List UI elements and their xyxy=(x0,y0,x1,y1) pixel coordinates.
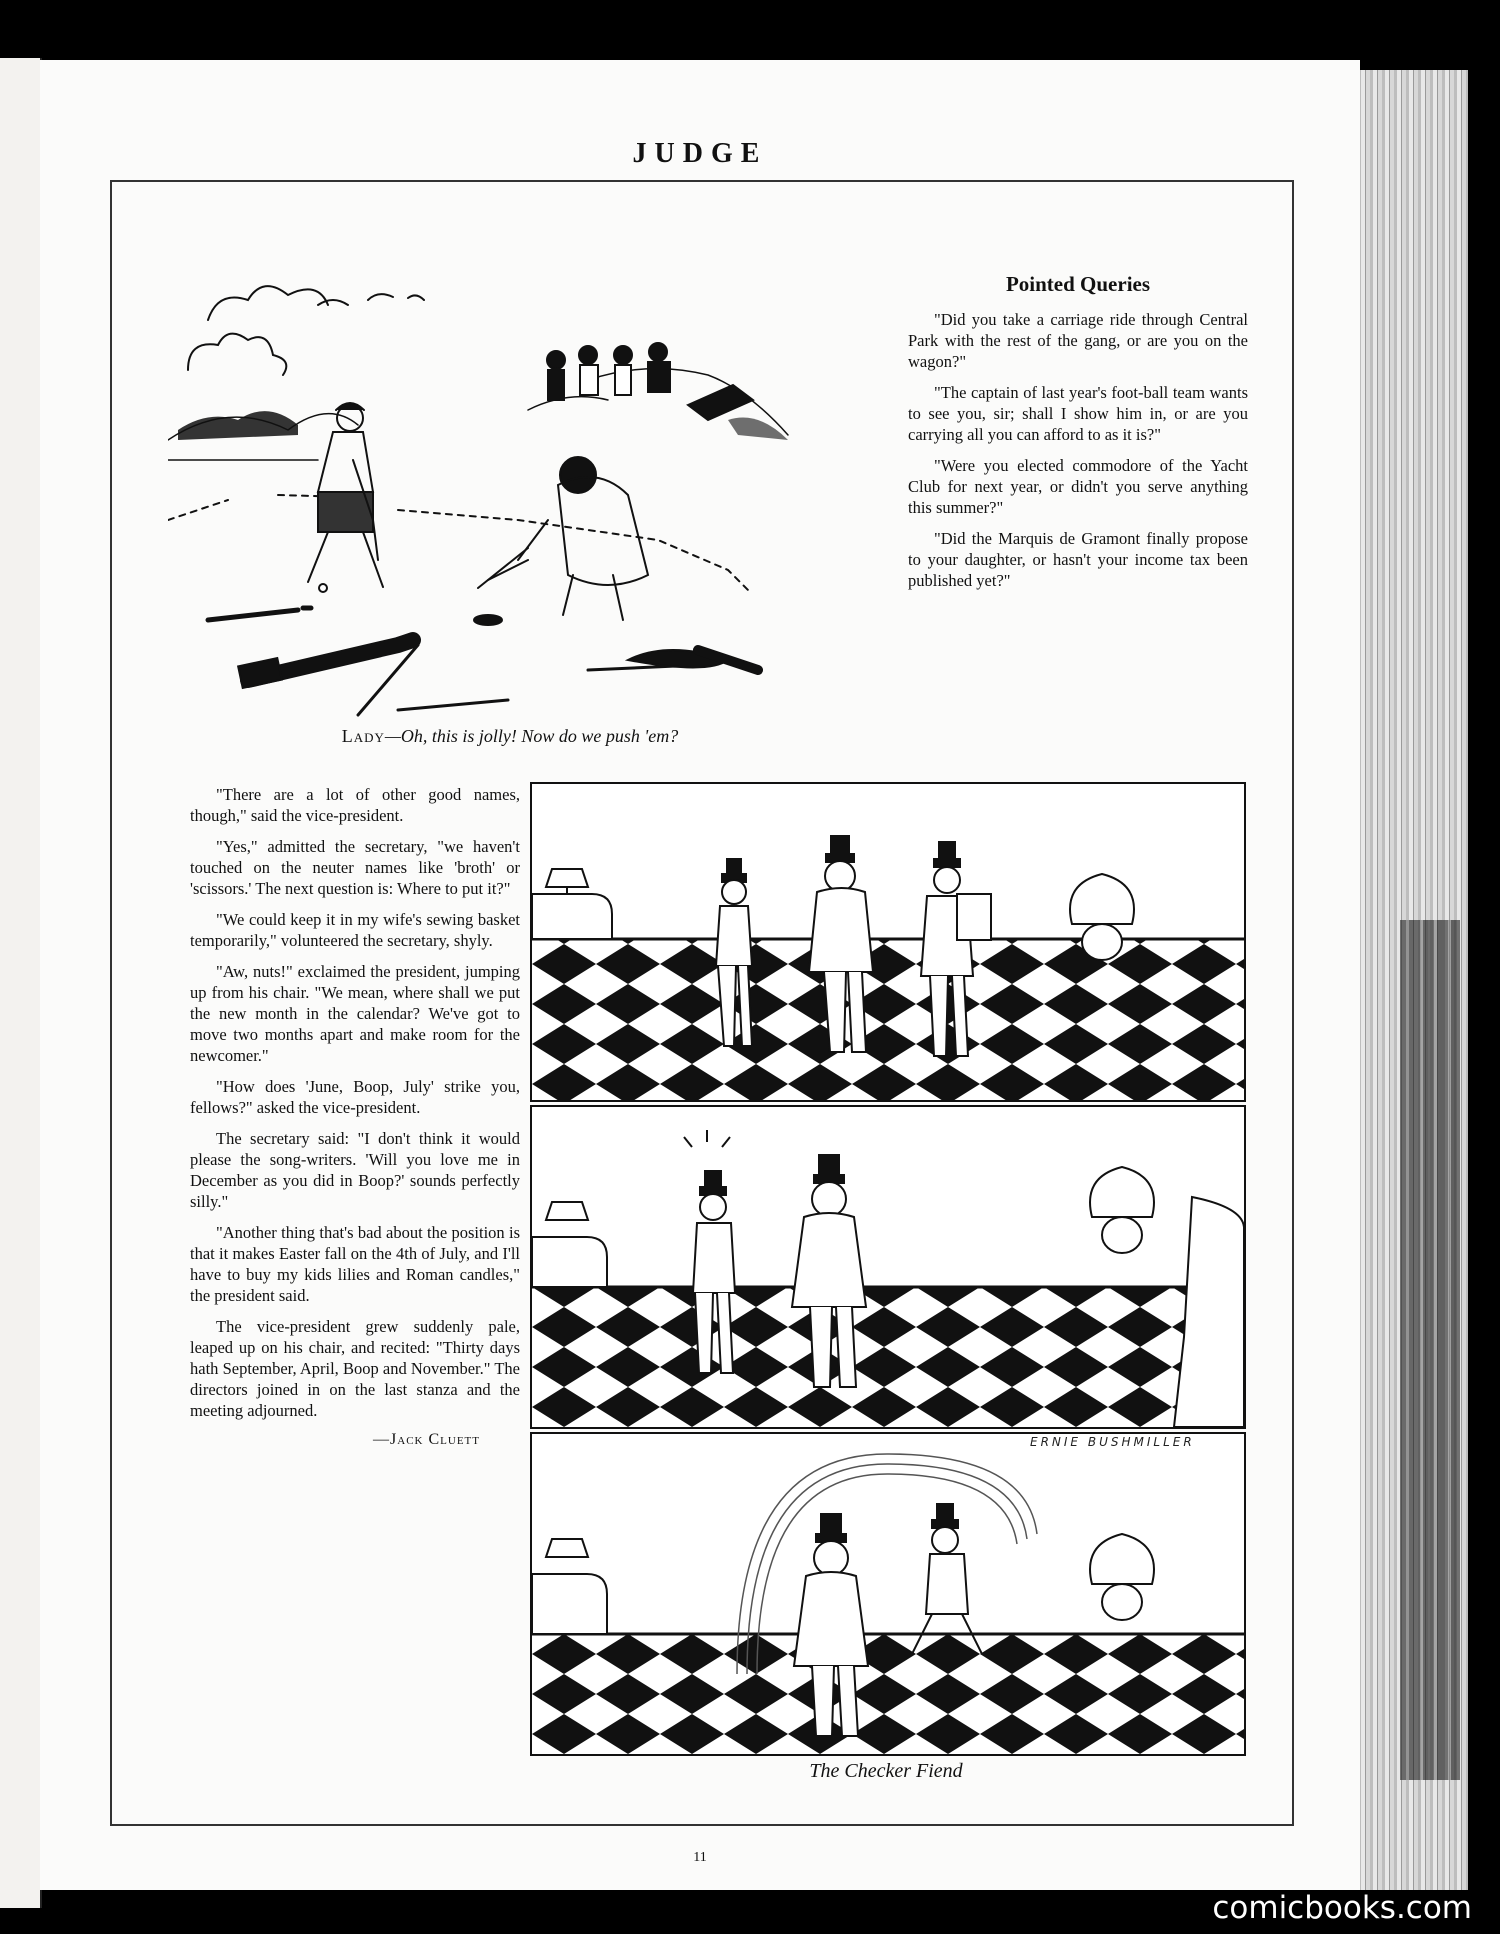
caption-speaker: Lady xyxy=(341,726,385,746)
query-paragraph: "Did you take a carriage ride through Central Park with the rest of the gang, or are you on the wagon?" xyxy=(908,310,1248,371)
query-paragraph: "The captain of last year's foot-ball team wants to see you, sir; shall I show him in, or are you carrying all you can afford to as it is?" xyxy=(908,383,1248,444)
byline-text: —Jack Cluett xyxy=(373,1431,480,1448)
story-paragraph: "How does 'June, Boop, July' strike you, fellows?" asked the vice-president. xyxy=(190,1077,520,1117)
masthead: JUDGE xyxy=(632,138,768,169)
query-paragraph: "Were you elected commodore of the Yacht Club for next year, or didn't you serve anything this summer?" xyxy=(908,456,1248,517)
golf-cartoon xyxy=(168,260,848,720)
story-paragraph: "Another thing that's bad about the position is that it makes Easter fall on the 4th of July, and I'll have to buy my kids lilies and Roman candles," the president said. xyxy=(190,1223,520,1305)
pointed-queries-column xyxy=(908,272,1248,601)
comic-panel-2 xyxy=(530,1105,1246,1429)
story-paragraph: "Yes," admitted the secretary, "we haven't touched on the neuter names like 'broth' or 'scissors.' The next question is: Where to put it?" xyxy=(190,837,520,898)
query-paragraph: "Did the Marquis de Gramont finally propose to your daughter, or hasn't your income tax been published yet?" xyxy=(908,529,1248,590)
comic-panel-3 xyxy=(530,1432,1246,1756)
story-paragraph: "We could keep it in my wife's sewing basket temporarily," volunteered the secretary, shyly. xyxy=(190,910,520,950)
comic-caption: The Checker Fiend xyxy=(809,1760,963,1782)
story-paragraph: "There are a lot of other good names, though," said the vice-president. xyxy=(190,785,520,825)
watermark: comicbooks.com xyxy=(1212,1890,1472,1926)
story-paragraph: The secretary said: "I don't think it would please the song-writers. 'Will you love me in December as you did in Boop?' sounds perfectly silly." xyxy=(190,1129,520,1211)
story-paragraph: The vice-president grew suddenly pale, leaped up on his chair, and recited: "Thirty days hath September, April, Boop and November." The directors joined in on the last stanza and the meeting adjourned. xyxy=(190,1317,520,1420)
left-page-edge xyxy=(0,58,42,1908)
story-byline xyxy=(190,1431,520,1449)
pointed-queries-title: Pointed Queries xyxy=(1005,272,1151,296)
page-stack-shadow xyxy=(1400,920,1460,1780)
caption-text: —Oh, this is jolly! Now do we push 'em? xyxy=(384,726,679,746)
story-paragraph: "Aw, nuts!" exclaimed the president, jumping up from his chair. "We mean, where shall we put the new month in the calendar? We've got to move two months apart and make room for the newcomer." xyxy=(190,962,520,1065)
page-number: 11 xyxy=(693,1850,707,1865)
story-column xyxy=(190,784,520,1449)
comic-panel-1 xyxy=(530,782,1246,1102)
golf-cartoon-caption xyxy=(190,726,830,747)
magazine-page xyxy=(40,60,1360,1890)
artist-signature: ERNIE BUSHMILLER xyxy=(1030,1435,1195,1449)
